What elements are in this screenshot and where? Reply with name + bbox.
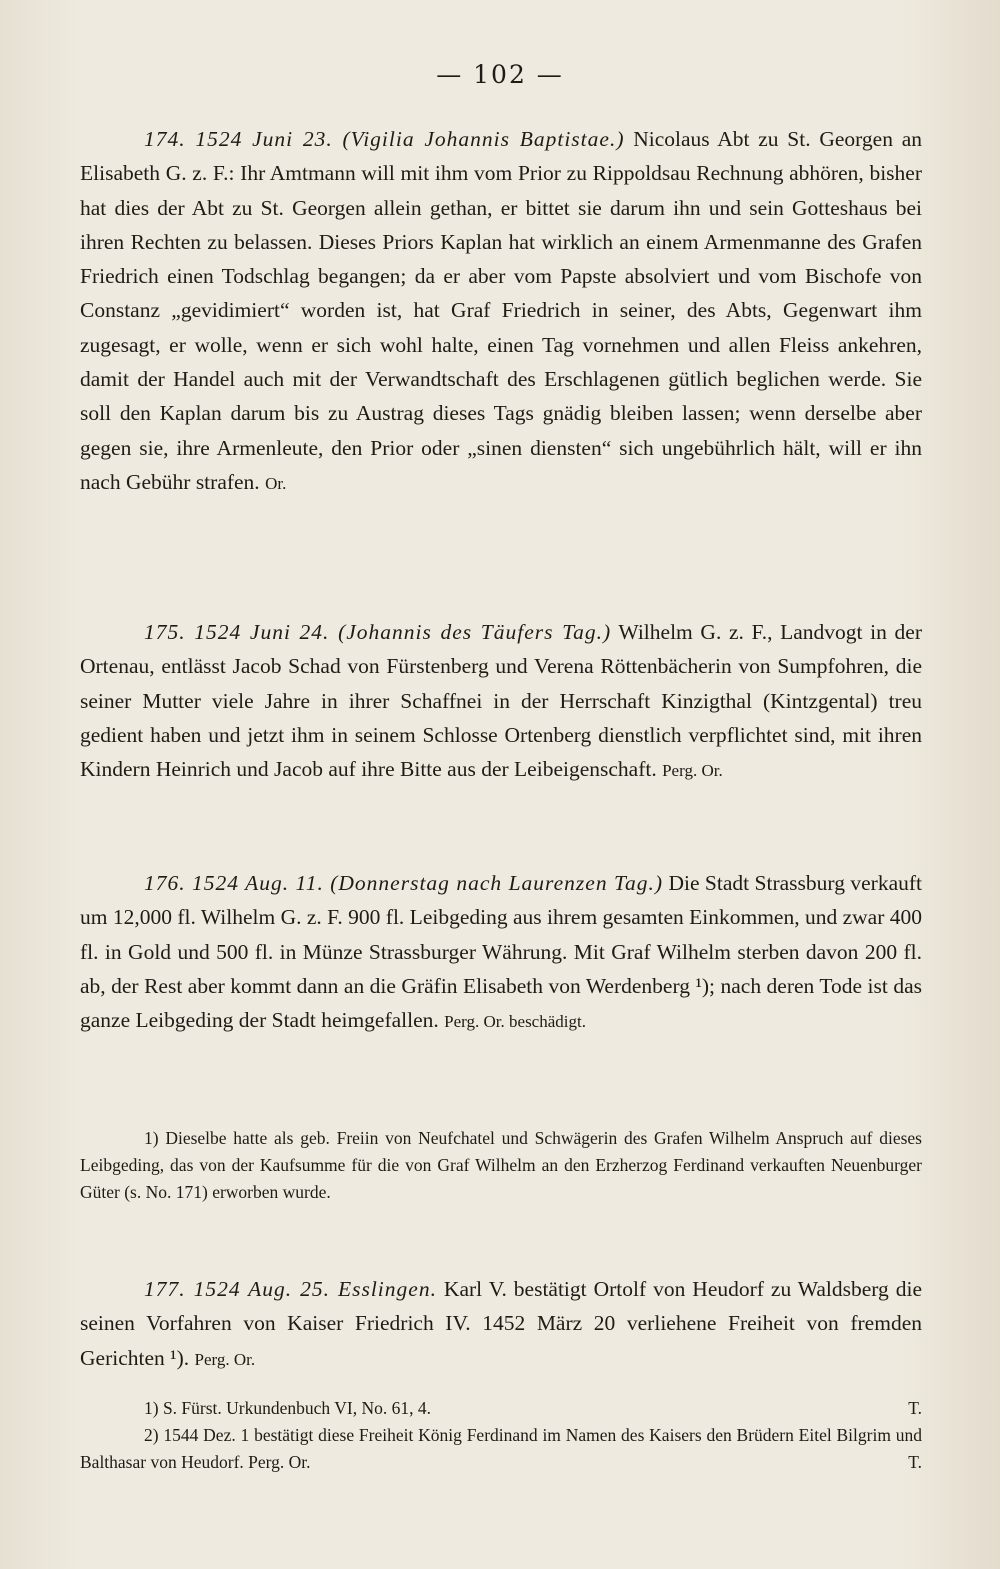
footnotes-176 [80, 1125, 922, 1206]
entry-body: Nicolaus Abt zu St. Georgen an Elisabeth G. z. F.: Ihr Amtmann will mit ihm vom Prior zu Rippoldsau Rechnung abhören, bisher hat dies der Abt zu St. Georgen allein gethan, er bittet sie darum ihn und sein Gotteshaus bei ihren Rechten zu belassen. Dieses Priors Kaplan hat wirklich an einem Armenmanne des Grafen Friedrich einen Todschlag begangen; da er aber vom Papste absolviert und vom Bischofe von Constanz „gevidimiert“ worden ist, hat Graf Friedrich in seiner, des Abts, Gegenwart ihm zugesagt, er wolle, wenn er sich wohl halte, einen Tag vornehmen und allen Fleiss ankehren, damit der Handel auch mit der Verwandtschaft des Erschlagenen gütlich beglichen werde. Sie soll den Kaplan darum bis zu Austrag dieses Tags gnädig bleiben lassen; wenn derselbe aber gegen sie, ihre Armenleute, den Prior oder „sinen diensten“ sich ungebührlich hält, will er ihn nach Gebühr strafen. [80, 127, 922, 494]
entry-176 [80, 866, 922, 1039]
entry-174 [80, 122, 922, 501]
page-number: — 102 — [436, 60, 564, 89]
entry-175 [80, 615, 922, 788]
entry-source-note: Perg. Or. [194, 1349, 256, 1369]
entry-heading: 174. 1524 Juni 23. (Vigilia Johannis Baptistae.) [144, 127, 625, 151]
footnote-mark: T. [908, 1452, 922, 1472]
footnotes-177 [80, 1395, 922, 1476]
footnote: 1) Dieselbe hatte als geb. Freiin von Neufchatel und Schwägerin des Grafen Wilhelm Anspruch auf dieses Leibgeding, das von der Kaufsumme für die von Graf Wilhelm an den Erzherzog Ferdinand verkauften Neuenburger Güter (s. No. 171) erworben wurde. [80, 1128, 922, 1202]
entry-source-note: Or. [265, 473, 287, 493]
entry-heading: 176. 1524 Aug. 11. (Donnerstag nach Laurenzen Tag.) [144, 871, 664, 895]
footnote-text: 1) S. Fürst. Urkundenbuch VI, No. 61, 4. [144, 1398, 431, 1418]
entry-source-note: Perg. Or. beschädigt. [444, 1012, 586, 1032]
entry-177 [80, 1272, 922, 1377]
footnote [80, 1422, 922, 1476]
footnote-mark: T. [908, 1398, 922, 1418]
entry-heading: 175. 1524 Juni 24. (Johannis des Täufers Tag.) [144, 620, 612, 644]
entry-body: Wilhelm G. z. F., Landvogt in der Ortenau, entlässt Jacob Schad von Fürstenberg und Verena Röttenbächerin von Sumpfohren, die seiner Mutter viele Jahre in ihrer Schaffnei in der Herrschaft Kinzigthal (Kintzgental) treu gedient haben und jetzt ihm in seinem Schlosse Ortenberg dienstlich verpflichtet sind, mit ihren Kindern Heinrich und Jacob auf ihre Bitte aus der Leibeigenschaft. [80, 620, 922, 782]
footnote [80, 1395, 922, 1422]
entry-source-note: Perg. Or. [662, 761, 723, 781]
entry-body: Karl V. bestätigt Ortolf von Heudorf zu Waldsberg die seinen Vorfahren von Kaiser Friedrich IV. 1452 März 20 verliehene Freiheit von fremden Gerichten ¹). [80, 1277, 923, 1370]
footnote-text: 2) 1544 Dez. 1 bestätigt diese Freiheit König Ferdinand im Namen des Kaisers den Brüdern Eitel Bilgrim und Balthasar von Heudorf. Perg. Or. [80, 1425, 922, 1472]
entry-heading: 177. 1524 Aug. 25. Esslingen. [144, 1277, 437, 1301]
entry-body: Die Stadt Strassburg verkauft um 12,000 fl. Wilhelm G. z. F. 900 fl. Leibgeding aus ihrem gesamten Einkommen, und zwar 400 fl. in Gold und 500 fl. in Münze Strassburger Währung. Mit Graf Wilhelm sterben davon 200 fl. ab, der Rest aber kommt dann an die Gräfin Elisabeth von Werdenberg ¹); nach deren Tode ist das ganze Leibgeding der Stadt heimgefallen. [80, 871, 923, 1033]
